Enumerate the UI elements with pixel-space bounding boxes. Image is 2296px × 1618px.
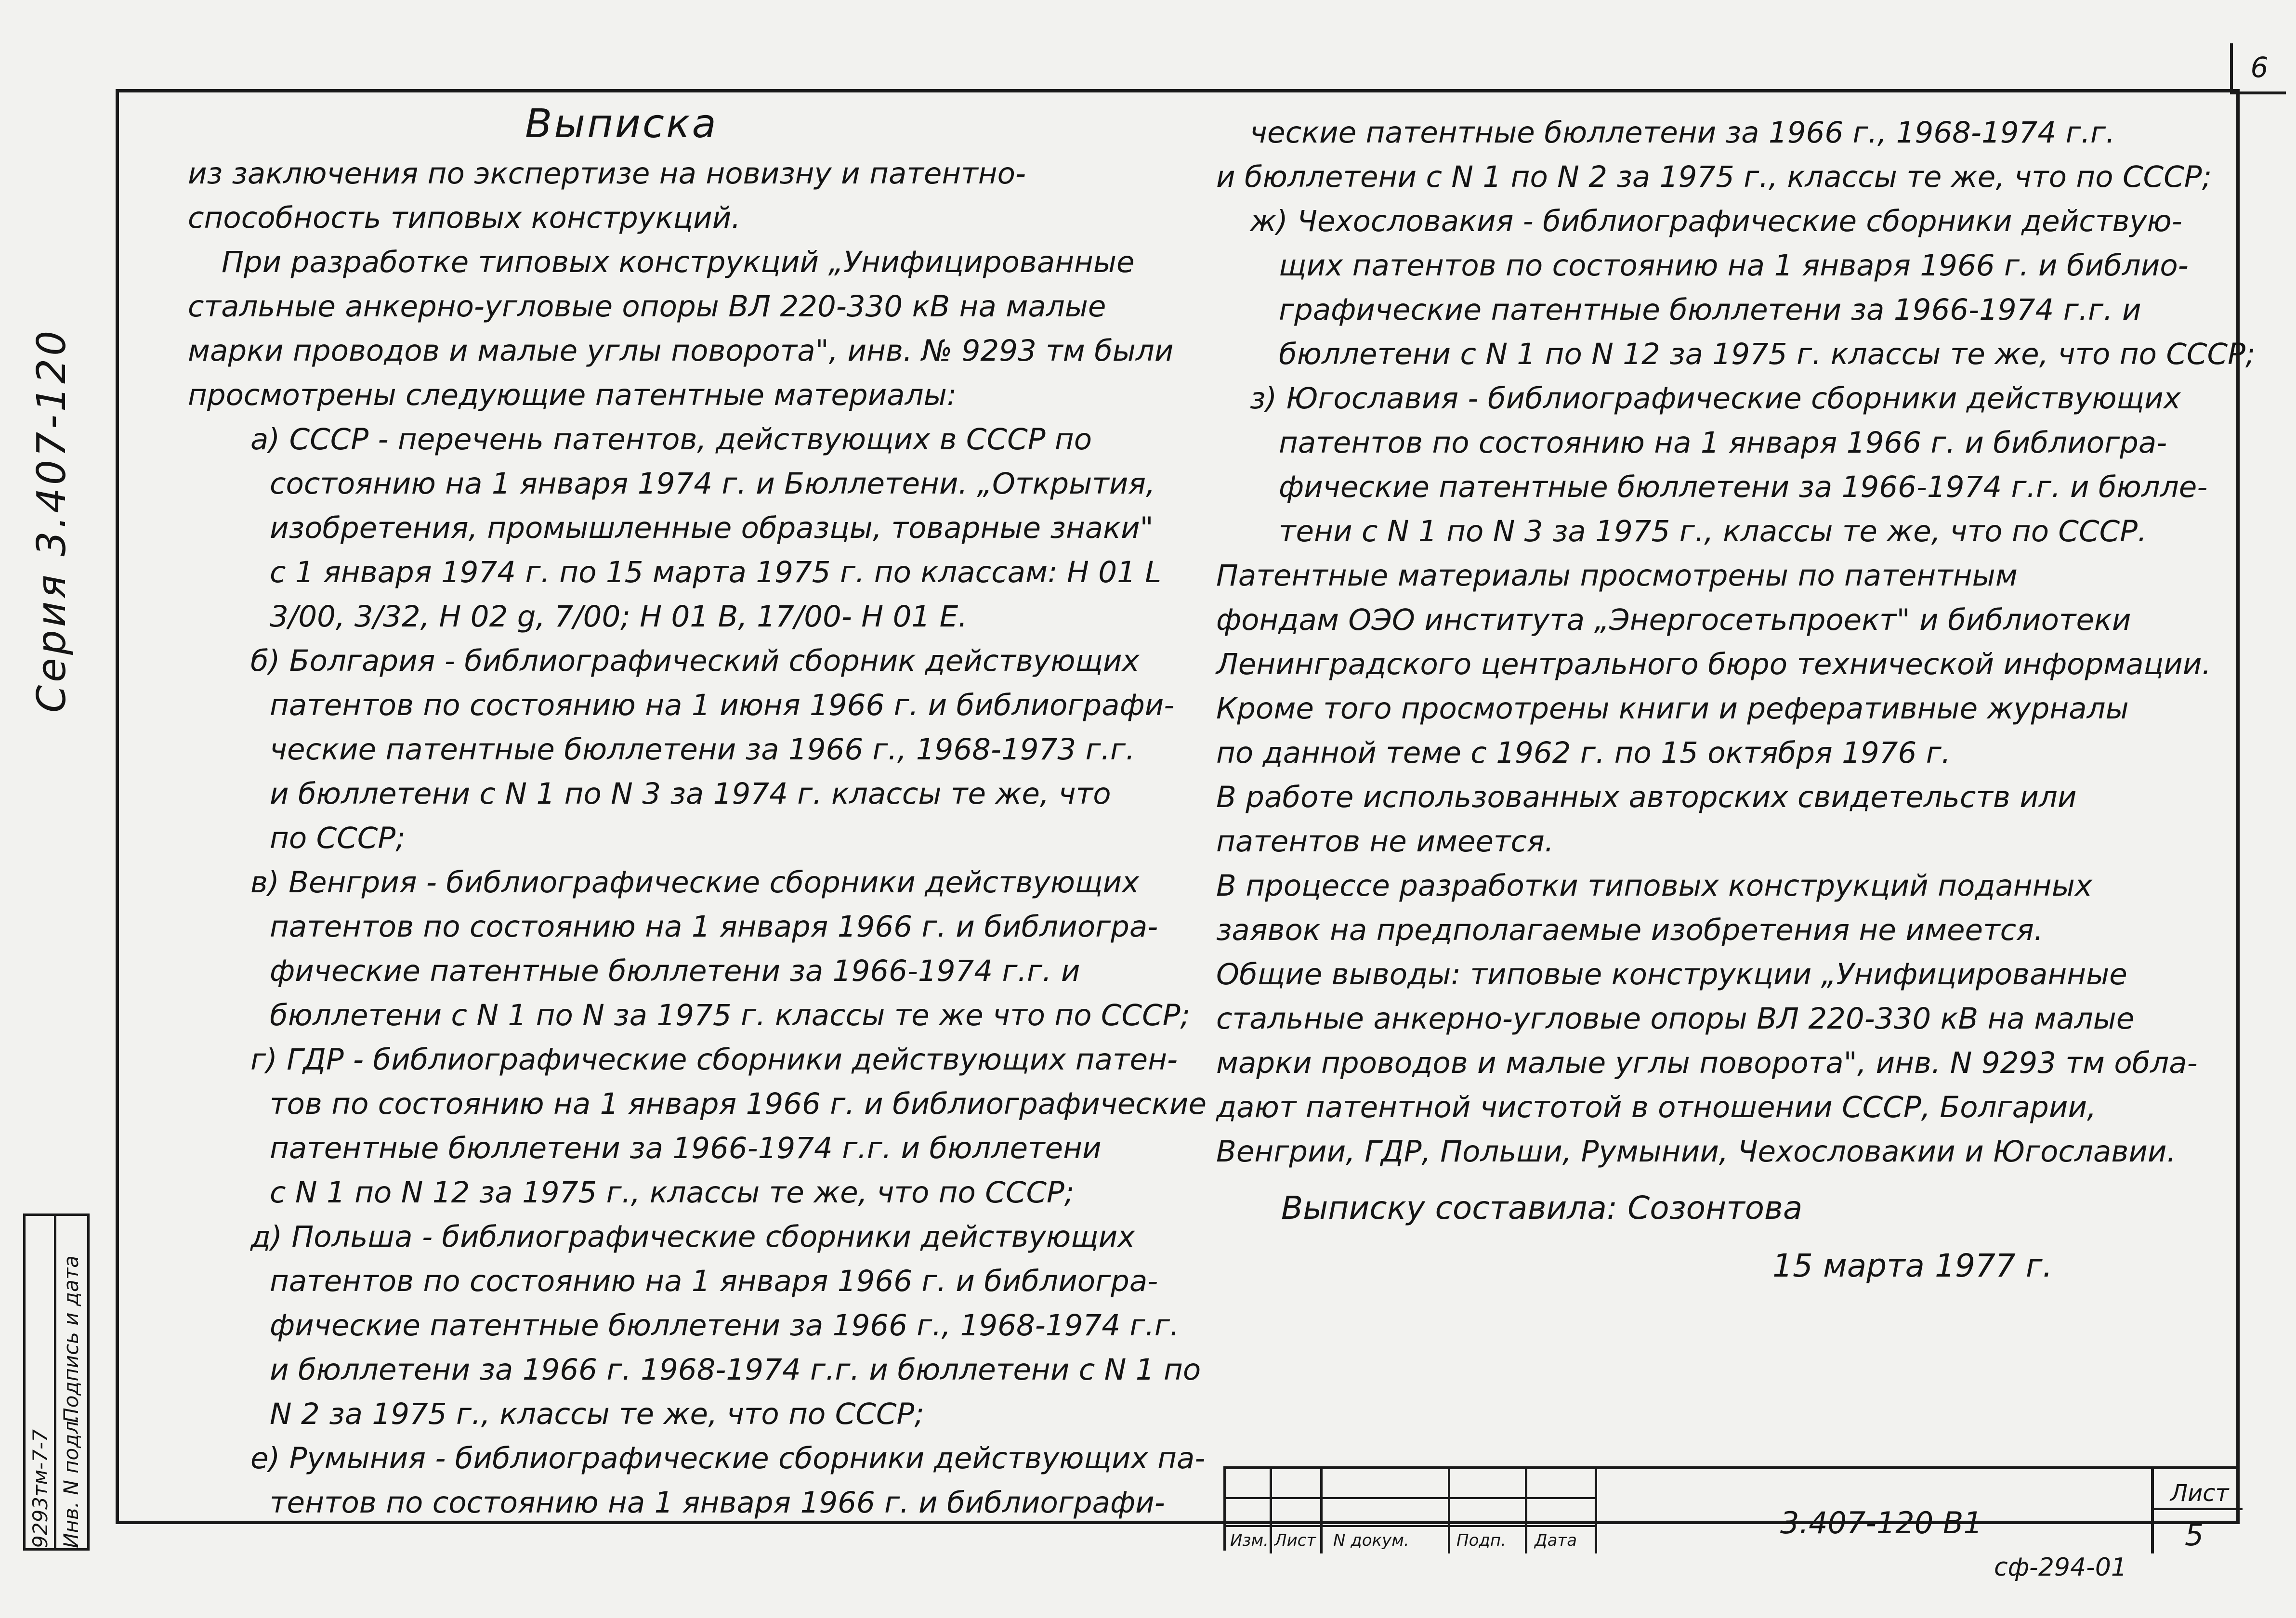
text-line: изобретения, промышленные образцы, товарные знаки" <box>270 511 1154 545</box>
text-line: способность типовых конструкций. <box>188 201 741 235</box>
document-code: 3.407-120 В1 <box>1780 1505 1982 1540</box>
signature-date: 15 марта 1977 г. <box>1772 1247 2053 1284</box>
revision-grid <box>1226 1469 1597 1553</box>
text-line: стальные анкерно-угловые опоры ВЛ 220-330 кВ на малые <box>188 289 1106 324</box>
text-line: из заключения по экспертизе на новизну и патентно- <box>188 157 1026 191</box>
text-line: марки проводов и малые углы поворота", инв. N 9293 тм обла- <box>1216 1046 2198 1080</box>
text-line: фические патентные бюллетени за 1966-1974 г.г. и бюлле- <box>1279 470 2208 504</box>
text-line: Общие выводы: типовые конструкции „Унифицированные <box>1216 957 2127 992</box>
corner-page-number: 6 <box>2230 43 2286 94</box>
page-title: Выписка <box>525 101 718 147</box>
text-line: е) Румыния - библиографические сборники действующих па- <box>250 1441 1206 1475</box>
text-line: тентов по состоянию на 1 января 1966 г. и библиографи- <box>270 1486 1165 1520</box>
sheet-label: Лист <box>2170 1480 2229 1507</box>
series-label: Серия 3.407-120 <box>29 327 75 713</box>
text-line: В процессе разработки типовых конструкций поданных <box>1216 869 2092 903</box>
text-line: ческие патентные бюллетени за 1966 г., 1968-1973 г.г. <box>270 732 1135 767</box>
signature-line: Выписку составила: Созонтова <box>1281 1189 1803 1227</box>
text-line: При разработке типовых конструкций „Унифицированные <box>222 245 1135 279</box>
text-line: В работе использованных авторских свидетельств или <box>1216 780 2077 814</box>
inv-value: 9293тм-7-7 <box>28 1429 52 1548</box>
text-line: б) Болгария - библиографический сборник действующих <box>250 644 1140 678</box>
text-line: патентов не имеется. <box>1216 824 1554 859</box>
text-line: тени с N 1 по N 3 за 1975 г., классы те же, что по СССР. <box>1279 514 2147 548</box>
text-line: патентов по состоянию на 1 июня 1966 г. и библиографи- <box>270 688 1175 722</box>
text-line: N 2 за 1975 г., классы те же, что по СССР; <box>270 1397 924 1431</box>
text-line: фические патентные бюллетени за 1966-1974 г.г. и <box>270 954 1080 988</box>
text-line: фондам ОЭО института „Энергосетьпроект" и библиотеки <box>1216 603 2131 637</box>
text-line: с N 1 по N 12 за 1975 г., классы те же, что по СССР; <box>270 1175 1075 1210</box>
margin-stamp <box>23 1214 90 1551</box>
text-line: по данной теме с 1962 г. по 15 октября 1976 г. <box>1216 736 1951 770</box>
text-line: бюллетени с N 1 по N за 1975 г. классы те же что по СССР; <box>270 998 1191 1032</box>
sign-label: Подпись и дата <box>59 1255 83 1423</box>
left-column <box>188 152 1207 1525</box>
text-line: бюллетени с N 1 по N 12 за 1975 г. классы те же, что по СССР; <box>1279 337 2256 371</box>
text-line: и бюллетени за 1966 г. 1968-1974 г.г. и бюллетени с N 1 по <box>270 1353 1201 1387</box>
text-line: заявок на предполагаемые изобретения не имеется. <box>1216 913 2044 947</box>
sheet-number: 5 <box>2185 1517 2204 1553</box>
text-line: фические патентные бюллетени за 1966 г., 1968-1974 г.г. <box>270 1308 1180 1343</box>
rev-label: Лист <box>1274 1531 1316 1550</box>
text-line: в) Венгрия - библиографические сборники действующих <box>250 865 1140 900</box>
text-line: а) СССР - перечень патентов, действующих в СССР по <box>250 422 1092 457</box>
text-line: г) ГДР - библиографические сборники действующих патен- <box>250 1043 1178 1077</box>
text-line: дают патентной чистотой в отношении СССР, Болгарии, <box>1216 1090 2097 1124</box>
rev-label: Подп. <box>1456 1531 1506 1550</box>
text-line: Ленинградского центрального бюро технической информации. <box>1216 647 2211 681</box>
text-line: ж) Чехословакия - библиографические сборники действую- <box>1250 204 2182 238</box>
right-column <box>1216 111 2256 1174</box>
text-line: графические патентные бюллетени за 1966-1974 г.г. и <box>1279 293 2141 327</box>
text-line: 3/00, 3/32, Н 02 g, 7/00; Н 01 В, 17/00- Н 01 Е. <box>270 600 968 634</box>
text-line: д) Польша - библиографические сборники действующих <box>250 1220 1135 1254</box>
text-line: стальные анкерно-угловые опоры ВЛ 220-330 кВ на малые <box>1216 1002 2135 1036</box>
title-block <box>1223 1466 2240 1551</box>
text-line: патентные бюллетени за 1966-1974 г.г. и бюллетени <box>270 1131 1102 1165</box>
text-line: ческие патентные бюллетени за 1966 г., 1968-1974 г.г. <box>1250 116 2115 150</box>
rev-label: Дата <box>1535 1531 1577 1550</box>
text-line: с 1 января 1974 г. по 15 марта 1975 г. по классам: Н 01 L <box>270 555 1162 589</box>
text-line: з) Югославия - библиографические сборники действующих <box>1250 381 2181 416</box>
text-line: Кроме того просмотрены книги и реферативные журналы <box>1216 692 2129 726</box>
text-line: Венгрии, ГДР, Польши, Румынии, Чехословакии и Югославии. <box>1216 1135 2176 1169</box>
inv-label: Инв. N подл. <box>59 1414 83 1548</box>
text-line: патентов по состоянию на 1 января 1966 г. и библиогра- <box>1279 426 2167 460</box>
text-line: щих патентов по состоянию на 1 января 1966 г. и библио- <box>1279 248 2189 283</box>
text-line: марки проводов и малые углы поворота", инв. № 9293 тм были <box>188 334 1174 368</box>
rev-label: N докум. <box>1333 1531 1409 1550</box>
text-line: тов по состоянию на 1 января 1966 г. и библиографические <box>270 1087 1207 1121</box>
text-line: состоянию на 1 января 1974 г. и Бюллетени. „Открытия, <box>270 467 1155 501</box>
text-line: просмотрены следующие патентные материалы: <box>188 378 957 412</box>
text-line: и бюллетени с N 1 по N 2 за 1975 г., классы те же, что по СССР; <box>1216 160 2212 194</box>
text-line: патентов по состоянию на 1 января 1966 г. и библиогра- <box>270 910 1158 944</box>
rev-label: Изм. <box>1230 1531 1269 1550</box>
format-code: сф-294-01 <box>1994 1553 2127 1582</box>
text-line: по СССР; <box>270 821 406 855</box>
text-line: патентов по состоянию на 1 января 1966 г. и библиогра- <box>270 1264 1158 1298</box>
text-line: Патентные материалы просмотрены по патентным <box>1216 559 2018 593</box>
text-line: и бюллетени с N 1 по N 3 за 1974 г. классы те же, что <box>270 777 1111 811</box>
